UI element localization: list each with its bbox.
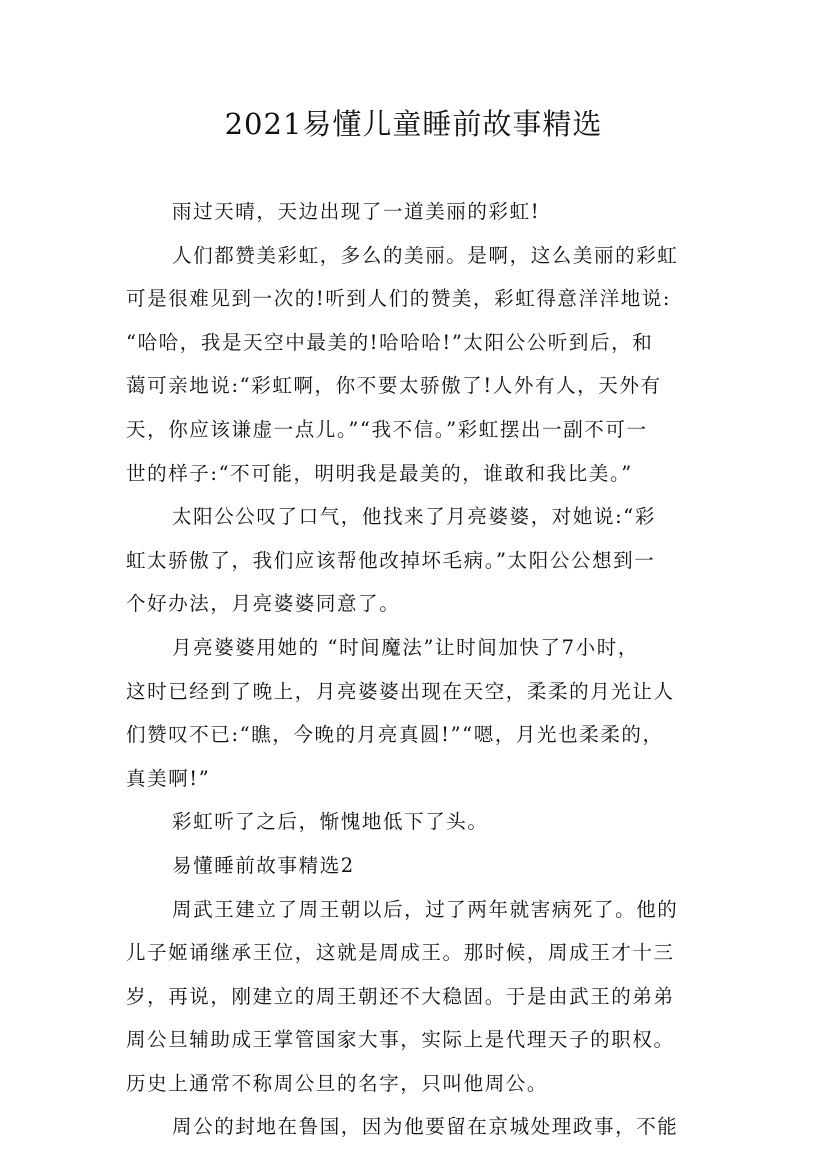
paragraph-line: 天，你应该谦虚一点儿。”“我不信。”彩虹摆出一副不可一 [126,417,648,441]
paragraph-line: 虹太骄傲了，我们应该帮他改掉坏毛病。”太阳公公想到一 [126,548,656,572]
paragraph-line: 个好办法，月亮婆婆同意了。 [126,592,401,616]
paragraph-line: 这时已经到了晚上，月亮婆婆出现在天空，柔柔的月光让人 [126,679,675,703]
paragraph-line: 太阳公公叹了口气，他找来了月亮婆婆，对她说:“彩 [172,505,656,529]
paragraph-line: 周公的封地在鲁国，因为他要留在京城处理政事，不能 [172,1115,679,1139]
paragraph-line: 人们都赞美彩虹，多么的美丽。是啊，这么美丽的彩虹 [172,243,679,267]
document-title: 2021易懂儿童睡前故事精选 [224,107,603,141]
paragraph-line: 月亮婆婆用她的 “时间魔法”让时间加快了7小时， [172,635,639,659]
paragraph-line: 历史上通常不称周公旦的名字，只叫他周公。 [126,1071,549,1095]
paragraph-line: 们赞叹不已:“瞧，今晚的月亮真圆!”“嗯，月光也柔柔的， [126,723,664,747]
paragraph-line: 雨过天晴，天边出现了一道美丽的彩虹! [172,200,541,223]
paragraph-line: “哈哈，我是天空中最美的!哈哈哈!”太阳公公听到后，和 [126,330,654,354]
section-heading: 易懂睡前故事精选2 [172,853,355,877]
paragraph-line: 彩虹听了之后，惭愧地低下了头。 [172,810,489,834]
paragraph-line: 儿子姬诵继承王位，这就是周成王。那时候，周成王才十三 [126,941,675,965]
document-body [126,190,718,1149]
paragraph-line: 岁，再说，刚建立的周王朝还不大稳固。于是由武王的弟弟 [126,984,675,1008]
paragraph-line: 蔼可亲地说:“彩虹啊，你不要太骄傲了!人外有人，天外有 [126,374,662,398]
paragraph-line: 真美啊!” [126,766,211,790]
paragraph-line: 周公旦辅助成王掌管国家大事，实际上是代理天子的职权。 [126,1028,675,1052]
paragraph-line: 世的样子:“不可能，明明我是最美的，谁敢和我比美。” [126,461,633,485]
paragraph-line: 可是很难见到一次的!听到人们的赞美，彩虹得意洋洋地说: [126,287,672,311]
paragraph-line: 周武王建立了周王朝以后，过了两年就害病死了。他的 [172,897,679,921]
